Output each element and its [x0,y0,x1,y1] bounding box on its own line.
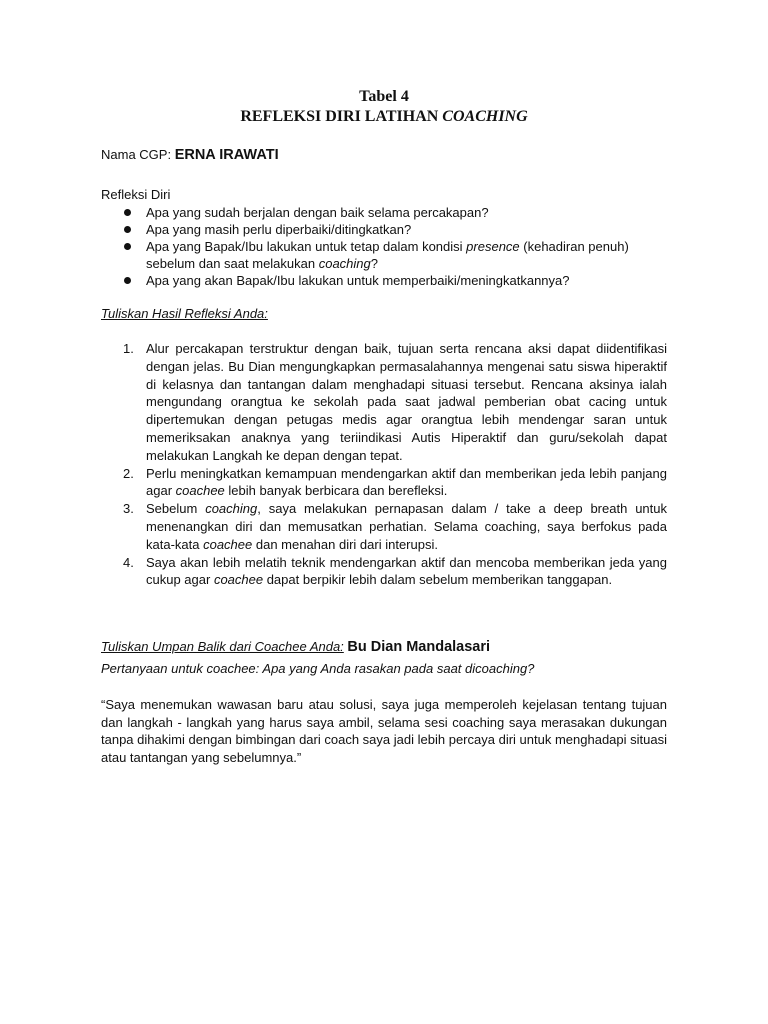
table-title [0,107,768,127]
list-item [101,340,667,465]
bullet-icon [124,277,131,284]
coachee-feedback-quote: “Saya menemukan wawasan baru atau solusi, saya juga memperoleh kejelasan tentang tujuan dan langkah - langkah yang harus saya ambil, selama sesi coaching saya merasakan dukungan tanpa dihakimi dengan bimbingan dari coach saya jadi lebih percaya diri untuk menghadapi situasi atau tantangan yang sebelumnya.” [101,697,667,765]
coachee-name: Bu Dian Mandalasari [347,639,491,655]
question-text: Apa yang akan Bapak/Ibu lakukan untuk memperbaiki/meningkatkannya? [146,273,570,288]
feedback-row [101,638,667,657]
table-number: Tabel 4 [359,88,409,105]
item-number: 2. [123,465,134,481]
bullet-icon [124,209,131,216]
question-text: Apa yang sudah berjalan dengan baik selama percakapan? [146,205,489,220]
item-number: 1. [123,341,134,356]
question-text: Apa yang Bapak/Ibu lakukan untuk tetap dalam kondisi presence (kehadiran penuh) sebelum dan saat melakukan coaching? [146,239,629,271]
list-item [101,272,667,289]
document-title [0,87,768,127]
reflection-question-list [101,204,667,289]
list-item [101,465,667,501]
item-number: 3. [123,501,134,517]
item-number: 4. [123,554,134,570]
list-item [101,500,667,553]
list-item [101,221,667,238]
results-list [101,340,667,589]
list-item [101,554,667,590]
item-text: Perlu meningkatkan kemampuan mendengarkan aktif dan memberikan jeda lebih panjang agar coachee lebih banyak berbicara dan berefleksi. [146,465,667,499]
feedback-label: Tuliskan Umpan Balik dari Coachee Anda: [101,639,344,654]
participant-name-label: Nama CGP: [101,147,175,162]
list-item [101,204,667,221]
question-text: Apa yang masih perlu diperbaiki/ditingkatkan? [146,222,412,237]
list-item [101,238,667,272]
bullet-icon [124,226,131,233]
table-title-text: REFLEKSI DIRI LATIHAN [240,108,443,125]
item-text: Sebelum coaching, saya melakukan pernapasan dalam / take a deep breath untuk menenangkan diri dan memusatkan perhatian. Selama coaching, saya berfokus pada kata-kata coachee dan menahan diri dari interupsi. [146,501,667,552]
coachee-question: Pertanyaan untuk coachee: Apa yang Anda rasakan pada saat dicoaching? [101,661,535,676]
table-title-italic: COACHING [442,108,528,125]
bullet-icon [124,243,131,250]
item-text: Alur percakapan terstruktur dengan baik, tujuan serta rencana aksi dapat diidentifikasi dengan jelas. Bu Dian mengungkapkan permasalahannya mengenai satu siswa hiperaktif di kelasnya dan tantangan dalam menghadapi situasi tersebut. Rencana aksinya ialah mengundang orangtua ke sekolah pada saat jadwal pemberian obat cacing untuk dipertemukan dengan petugas medis agar orangtua lebih mendengar saran untuk memeriksakan anaknya yang teriindikasi Autis Hiperaktif dan guru/sekolah dapat melakukan Langkah ke depan dengan tepat. [146,341,667,463]
reflection-label: Refleksi Diri [101,187,171,202]
results-heading: Tuliskan Hasil Refleksi Anda: [101,306,268,321]
participant-name-row [101,146,667,165]
item-text: Saya akan lebih melatih teknik mendengarkan aktif dan mencoba memberikan jeda yang cukup agar coachee dapat berpikir lebih dalam sebelum memberikan tanggapan. [146,554,667,588]
participant-name-value: ERNA IRAWATI [174,147,279,163]
